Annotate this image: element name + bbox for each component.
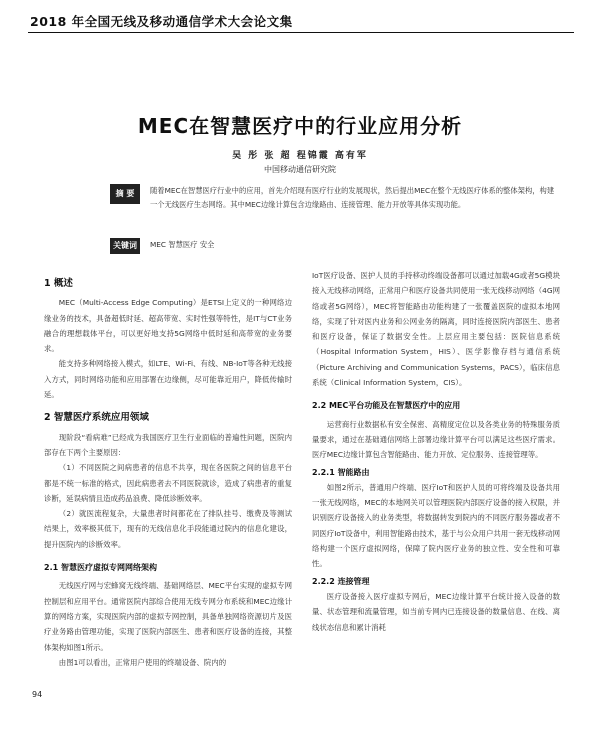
journal-header: 2018 年全国无线及移动通信学术大会论文集: [30, 14, 293, 29]
header-rule: [28, 32, 574, 33]
paragraph: 运营商行业数据私有安全保密、高精度定位以及各类业务的特殊服务质量要求，通过在基础通信网络上部署边缘计算平台可以满足这些医疗需求。医疗MEC边缘计算包含智能路由、能力开放、定位服务、连接管理等。: [312, 419, 560, 460]
affiliation: 中国移动通信研究院: [264, 165, 336, 174]
abstract-label: 摘 要: [110, 184, 140, 204]
article-title: MEC在智慧医疗中的行业应用分析: [137, 114, 463, 138]
section-2-2-heading: 2.2 MEC平台功能及在智慧医疗中的应用: [312, 401, 461, 411]
section-2-2-1-heading: 2.2.1 智能路由: [312, 467, 370, 477]
keywords-text: MEC 智慧医疗 安全: [150, 240, 215, 249]
paragraph: 如图2所示，普通用户终端、医疗IoT和医护人员的可将终端及设备共用一张无线网络，MEC的本地网关可以管理医院内部医疗设备的接入权限，并识别医疗设备接入的业务类型，将数据转发到院内的不同医疗服务器或者不同医疗IoT设备中，利用智能路由技术，基于与公众用户共用一套无线移动网络构建一个医疗虚拟网络，保障了院内医疗业务的独立性、安全性和可靠性。: [312, 482, 560, 569]
page-number: 94: [32, 690, 43, 699]
author-list: 吴 彤 张 超 程锦霞 高有军: [232, 151, 368, 161]
paragraph: 能支持多种网络接入模式，如LTE、Wi-Fi、有线、NB-IoT等各种无线接入方式，同时网络功能和应用部署在边缘侧，尽可能靠近用户，降低传输时延。: [44, 359, 292, 400]
section-2-1-heading: 2.1 智慧医疗虚拟专网网络架构: [44, 563, 157, 573]
abstract-text: 随着MEC在智慧医疗行业中的应用，首先介绍现有医疗行业的发展现状，然后提出MEC在整个无线医疗体系的整体架构，构建一个无线医疗生态网络。其中MEC边缘计算包含边缘路由、连接管理、能力开放等具体实现功能。: [150, 186, 555, 209]
paragraph: 无线医疗网与宏蜂窝无线终端、基础网络层、MEC平台实现的虚拟专网控制层和应用平台。通常医院内部综合使用无线专网分布系统和MEC边缘计算的网络方案，实现医院内部的虚拟专网控制，具备单独网络资源切片及医疗业务路由管理功能，实现了医院内部医生、患者和医疗设备的连接，其整体架构如图1所示。: [44, 581, 292, 652]
right-column: [312, 268, 560, 635]
paragraph: 由图1可以看出，正常用户使用的终端设备、院内的: [58, 657, 227, 667]
keywords-label: 关键词: [110, 238, 140, 254]
paragraph: IoT医疗设备、医护人员的手持移动终端设备都可以通过加载4G或者5G模块接入无线移动网络，正常用户和医疗设备共同使用一张无线移动网络（4G网络或者5G网络），MEC将智能路由功能构建了一张覆盖医院的虚拟本地网络，实现了针对医内业务和公网业务的隔离，同时连接医院内部医生、患者和医疗设备，保证了数据安全性。上层应用主要包括：医院信息系统（Hospital Information System，HIS）、医学影像存档与通信系统（Picture Archiving and Communication Systems，PACS），临床信息系统（Clinical Information System，CIS）。: [312, 271, 560, 388]
section-2-heading: 2 智慧医疗系统应用领域: [44, 412, 149, 424]
paragraph: 现阶段“看病难”已经成为我国医疗卫生行业面临的普遍性问题，医院内部存在下两个主要原因：: [44, 432, 292, 457]
section-2-2-2-heading: 2.2.2 连接管理: [312, 576, 370, 586]
left-column: [44, 268, 292, 670]
paragraph: （2）就医流程复杂，大量患者时间都花在了排队挂号、缴费及等测试结果上，效率极其低下，现有的无线信息化手段能通过院内的信息化建设，提升医院内的诊断效率。: [44, 509, 292, 549]
paragraph: MEC（Multi-Access Edge Computing）是ETSI上定义的一种网络边缘业务的技术，具备超低时延、超高带宽、实时性强等特性，是IT与CT业务融合的理想载体平台，可以更好地支持5G网络中低时延和高带宽的业务要求。: [44, 298, 292, 354]
paragraph: （1）不同医院之间病患者的信息不共享，现在各医院之间的信息平台都是不统一标准的格式，因此病患者去不同医院就诊，造成了病患者的重复诊断，延误病情且造成药品浪费、降低诊断效率。: [44, 463, 292, 503]
section-1-heading: 1 概述: [44, 278, 73, 289]
paragraph: 医疗设备接入医疗虚拟专网后，MEC边缘计算平台统计接入设备的数量、状态管理和流量管理，如当前专网内已连接设备的数量信息、在线、离线状态信息和累计消耗: [312, 591, 560, 632]
